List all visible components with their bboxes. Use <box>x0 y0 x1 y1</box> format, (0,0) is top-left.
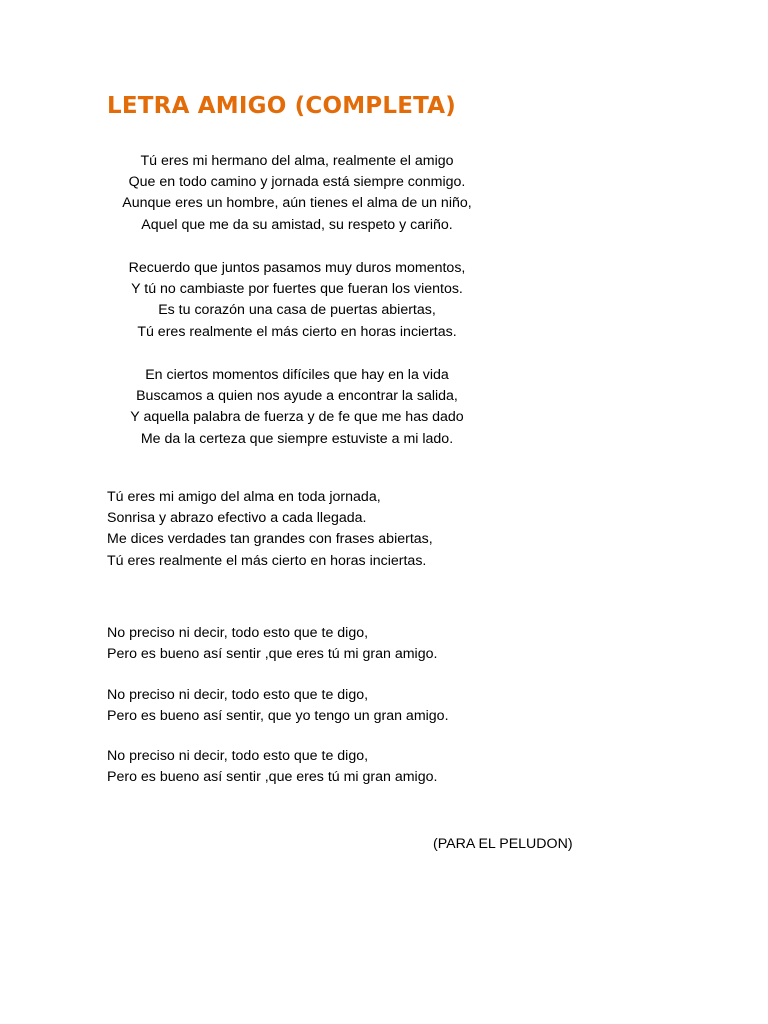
verse-line: Me da la certeza que siempre estuviste a mi lado. <box>140 430 454 447</box>
verse-line: Tú eres mi hermano del alma, realmente el amigo <box>140 153 454 169</box>
verse-line: No preciso ni decir, todo esto que te digo, <box>107 748 369 764</box>
verse-line: En ciertos momentos difíciles que hay en la vida <box>145 367 449 383</box>
verse-line: No preciso ni decir, todo esto que te digo, <box>107 687 369 703</box>
verse-line: No preciso ni decir, todo esto que te digo, <box>107 625 369 641</box>
verse-line: Me dices verdades tan grandes con frases abiertas, <box>107 531 433 548</box>
stanza <box>107 365 487 450</box>
verse-line: Buscamos a quien nos ayude a encontrar la salida, <box>136 388 458 405</box>
stanza <box>107 685 449 727</box>
verse-line: Tú eres realmente el más cierto en horas inciertas. <box>107 552 427 569</box>
verse-line: Aquel que me da su amistad, su respeto y cariño. <box>141 216 453 233</box>
stanza <box>107 623 437 665</box>
verse-line: Pero es bueno así sentir, que yo tengo un gran amigo. <box>107 708 449 725</box>
verse-line: Aunque eres un hombre, aún tienes el alma de un niño, <box>122 195 472 212</box>
verse-line: Y aquella palabra de fuerza y de fe que me has dado <box>130 409 464 426</box>
verse-line: Pero es bueno así sentir ,que eres tú mi gran amigo. <box>107 769 438 786</box>
verse-line: Que en todo camino y jornada está siempre conmigo. <box>128 174 466 191</box>
verse-line: Recuerdo que juntos pasamos muy duros momentos, <box>128 260 466 276</box>
verse-line: Tú eres mi amigo del alma en toda jornada, <box>107 489 381 505</box>
verse-line: Tú eres realmente el más cierto en horas inciertas. <box>137 323 457 340</box>
page-title: LETRA AMIGO (COMPLETA) <box>107 93 456 119</box>
verse-line: Pero es bueno así sentir ,que eres tú mi gran amigo. <box>107 646 438 663</box>
stanza <box>107 151 487 236</box>
verse-line: Es tu corazón una casa de puertas abiertas, <box>158 302 436 319</box>
dedication: (PARA EL PELUDON) <box>433 836 573 852</box>
verse-line: Sonrisa y abrazo efectivo a cada llegada. <box>107 510 367 527</box>
stanza <box>107 746 437 788</box>
stanza <box>107 487 433 572</box>
stanza <box>107 258 487 343</box>
verse-line: Y tú no cambiaste por fuertes que fueran los vientos. <box>131 281 463 298</box>
